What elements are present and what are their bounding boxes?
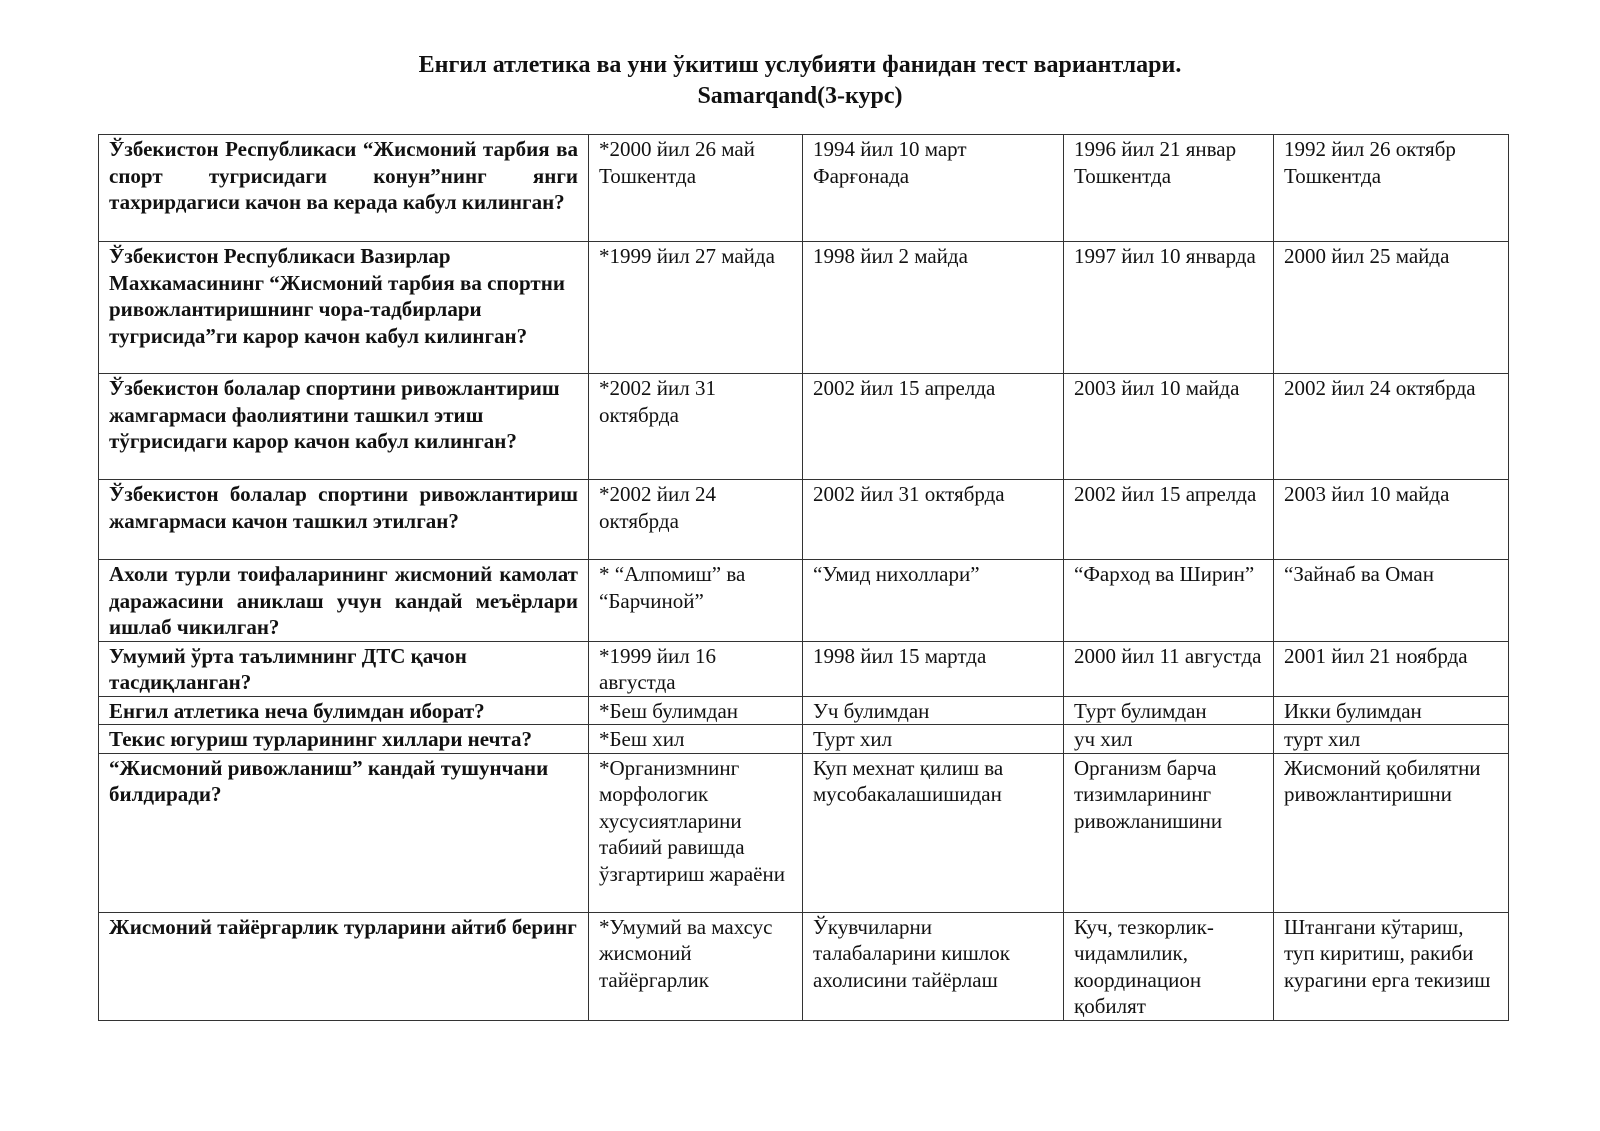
table-row: [99, 912, 1509, 1020]
answer-cell: “Фарход ва Ширин”: [1064, 560, 1274, 642]
answer-cell: 2003 йил 10 майда: [1064, 374, 1274, 480]
answer-correct-cell: *Беш булимдан: [589, 696, 803, 725]
answer-cell: 1996 йил 21 январ Тошкентда: [1064, 135, 1274, 242]
answer-cell: 2001 йил 21 ноябрда: [1274, 641, 1509, 696]
answer-correct-cell: *1999 йил 27 майда: [589, 242, 803, 374]
table-row: [99, 374, 1509, 480]
answer-correct-cell: *Умумий ва махсус жисмоний тайёргарлик: [589, 912, 803, 1020]
table-row: [99, 480, 1509, 560]
table-row: [99, 725, 1509, 754]
answer-correct-cell: *2002 йил 31 октябрда: [589, 374, 803, 480]
answer-cell: 1994 йил 10 март Фарғонада: [803, 135, 1064, 242]
question-cell: Ўзбекистон болалар спортини ривожлантириш жамгармаси фаолиятини ташкил этиш тўгрисидаги карор качон кабул килинган?: [99, 374, 589, 480]
answer-cell: 2002 йил 15 апрелда: [1064, 480, 1274, 560]
answer-cell: Уч булимдан: [803, 696, 1064, 725]
table-row: [99, 753, 1509, 912]
answer-cell: уч хил: [1064, 725, 1274, 754]
answer-cell: Турт хил: [803, 725, 1064, 754]
table-row: [99, 560, 1509, 642]
answer-cell: 1992 йил 26 октябр Тошкентда: [1274, 135, 1509, 242]
table-row: [99, 242, 1509, 374]
answer-correct-cell: *Организмнинг морфологик хусусиятларини табиий равишда ўзгартириш жараёни: [589, 753, 803, 912]
answer-cell: Жисмоний қобилятни ривожлантиришни: [1274, 753, 1509, 912]
answer-cell: Куп мехнат қилиш ва мусобакалашишидан: [803, 753, 1064, 912]
table-row: [99, 641, 1509, 696]
answer-cell: Турт булимдан: [1064, 696, 1274, 725]
answer-cell: 2000 йил 11 августда: [1064, 641, 1274, 696]
answer-cell: Штангани кўтариш, туп киритиш, ракиби курагини ерга текизиш: [1274, 912, 1509, 1020]
answer-cell: “Зайнаб ва Оман: [1274, 560, 1509, 642]
question-cell: Ўзбекистон Республикаси Вазирлар Махкамасининг “Жисмоний тарбия ва спортни ривожлантиришнинг чора-тадбирлари тугрисида”ги карор качон кабул килинган?: [99, 242, 589, 374]
answer-cell: 2002 йил 24 октябрда: [1274, 374, 1509, 480]
answer-cell: 2002 йил 31 октябрда: [803, 480, 1064, 560]
answer-cell: 2000 йил 25 майда: [1274, 242, 1509, 374]
page-header: [0, 50, 1600, 112]
answer-cell: Ўкувчиларни талабаларини кишлок ахолисини тайёрлаш: [803, 912, 1064, 1020]
answer-correct-cell: *2002 йил 24 октябрда: [589, 480, 803, 560]
page-subtitle: Samarqand(3-курс): [697, 83, 903, 109]
question-cell: Умумий ўрта таълимнинг ДТС қачон тасдиқланган?: [99, 641, 589, 696]
table-row: [99, 696, 1509, 725]
answer-cell: 2002 йил 15 апрелда: [803, 374, 1064, 480]
answer-cell: турт хил: [1274, 725, 1509, 754]
answer-cell: Куч, тезкорлик-чидамлилик, координацион қобилят: [1064, 912, 1274, 1020]
answer-cell: 2003 йил 10 майда: [1274, 480, 1509, 560]
table-row: [99, 135, 1509, 242]
question-cell: Ўзбекистон Республикаси “Жисмоний тарбия ва спорт тугрисидаги конун”нинг янги тахрирдагиси качон ва керада кабул килинган?: [99, 135, 589, 242]
answer-cell: Икки булимдан: [1274, 696, 1509, 725]
answer-correct-cell: *2000 йил 26 май Тошкентда: [589, 135, 803, 242]
question-cell: Енгил атлетика неча булимдан иборат?: [99, 696, 589, 725]
question-cell: “Жисмоний ривожланиш” кандай тушунчани билдиради?: [99, 753, 589, 912]
question-cell: Ахоли турли тоифаларининг жисмоний камолат даражасини аниклаш учун кандай меъёрлари ишлаб чикилган?: [99, 560, 589, 642]
test-table: [98, 134, 1509, 1021]
question-cell: Текис югуриш турларининг хиллари нечта?: [99, 725, 589, 754]
answer-cell: 1998 йил 2 майда: [803, 242, 1064, 374]
answer-cell: Организм барча тизимларининг ривожланишини: [1064, 753, 1274, 912]
answer-cell: “Умид нихоллари”: [803, 560, 1064, 642]
answer-cell: 1998 йил 15 мартда: [803, 641, 1064, 696]
answer-correct-cell: *1999 йил 16 августда: [589, 641, 803, 696]
answer-correct-cell: * “Алпомиш” ва “Барчиной”: [589, 560, 803, 642]
question-cell: Ўзбекистон болалар спортини ривожлантириш жамгармаси качон ташкил этилган?: [99, 480, 589, 560]
page-title: Енгил атлетика ва уни ўкитиш услубияти фанидан тест вариантлари.: [418, 52, 1182, 78]
answer-correct-cell: *Беш хил: [589, 725, 803, 754]
question-cell: Жисмоний тайёргарлик турларини айтиб беринг: [99, 912, 589, 1020]
answer-cell: 1997 йил 10 январда: [1064, 242, 1274, 374]
